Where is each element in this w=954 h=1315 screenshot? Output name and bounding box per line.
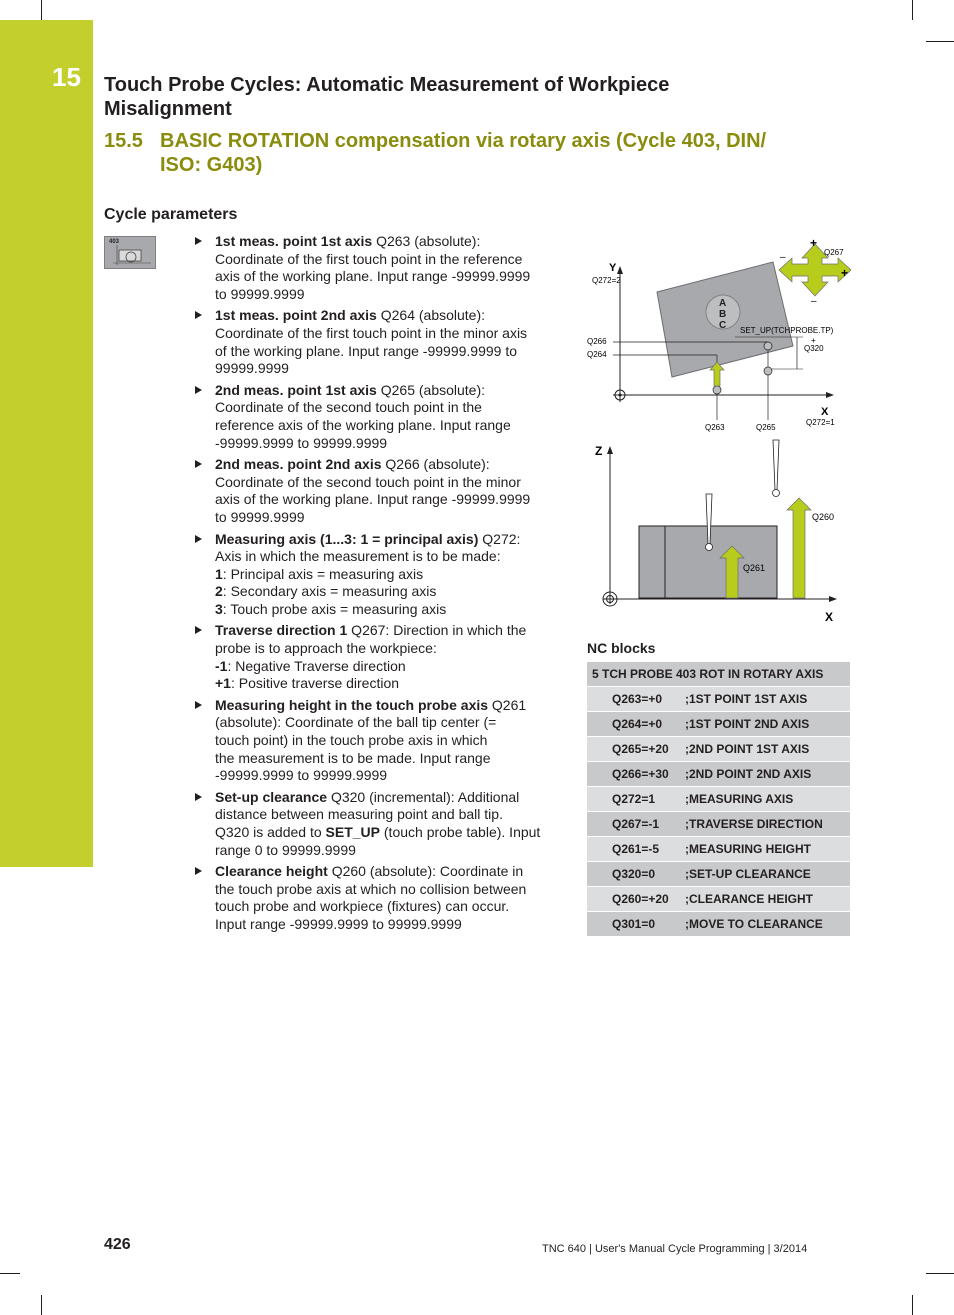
label-q263: Q263 [705, 423, 725, 432]
touch-point-1 [713, 386, 721, 394]
param-name: Set-up clearance [215, 788, 328, 805]
nc-comment: ;MOVE TO CLEARANCE [685, 912, 850, 937]
label-a: A [719, 298, 727, 309]
label-q260: Q260 [812, 512, 835, 522]
section-title-line1: BASIC ROTATION compensation via rotary axis (Cycle 403, DIN/ [160, 130, 767, 152]
table-row [587, 887, 850, 912]
probe-diagram [575, 232, 860, 632]
label-q272-1: Q272=1 [806, 418, 835, 427]
label-q267: Q267 [824, 248, 844, 257]
param-text: Q320 is added to [215, 824, 326, 840]
param-text: Q266 (absolute): [381, 456, 490, 473]
param-text: 99999.9999 [215, 360, 289, 377]
table-row [587, 737, 850, 762]
param-name: 2nd meas. point 2nd axis [215, 456, 382, 473]
param-text: touch probe and workpiece (fixtures) can occur. [215, 898, 510, 915]
option-text: : Principal axis = measuring axis [222, 565, 424, 582]
param-name: Measuring height in the touch probe axis [215, 696, 489, 713]
q260-height-arrow-icon [787, 498, 811, 598]
option-key: +1 [215, 675, 231, 692]
setup-keyword: SET_UP [325, 824, 380, 840]
param-text: (touch probe table). Input [380, 824, 541, 840]
param-text: touch point) in the touch probe axis in which [215, 732, 488, 749]
nc-param: Q272=1 [587, 787, 685, 812]
param-text: to 99999.9999 [215, 285, 305, 302]
chapter-title [104, 73, 669, 121]
param-option [215, 566, 554, 584]
bullet-arrow-icon [195, 237, 202, 245]
label-b: B [719, 309, 727, 320]
label-q261: Q261 [743, 563, 766, 573]
param-text: Axis in which the measurement is to be made: [215, 548, 501, 565]
param-option [215, 675, 554, 693]
param-text: -99999.9999 to 99999.9999 [215, 434, 388, 451]
nc-comment: ;1ST POINT 2ND AXIS [685, 712, 850, 737]
param-text: Q264 (absolute): [376, 307, 486, 324]
param-text: -99999.9999 to 99999.9999 [215, 767, 388, 784]
label-z: Z [595, 444, 603, 458]
option-key: 3 [215, 600, 223, 617]
param-text: Coordinate of the second touch point in the minor [215, 473, 521, 490]
param-text: Coordinate of the second touch point in the [215, 399, 482, 416]
table-row [587, 762, 850, 787]
table-row [587, 787, 850, 812]
nc-param: Q301=0 [587, 912, 685, 937]
param-text: (absolute): Coordinate of the ball tip center (= [215, 714, 497, 731]
table-row [587, 687, 850, 712]
param-q320 [194, 789, 554, 859]
option-text: : Positive traverse direction [230, 675, 400, 692]
param-q260 [194, 863, 554, 933]
option-key: 2 [215, 583, 223, 600]
parameter-list [194, 233, 554, 938]
table-row [587, 837, 850, 862]
section-number: 15.5 [104, 130, 143, 152]
bullet-arrow-icon [195, 793, 202, 801]
nc-param: Q261=-5 [587, 837, 685, 862]
param-q267 [194, 622, 554, 692]
nc-comment: ;2ND POINT 1ST AXIS [685, 737, 850, 762]
option-text: : Negative Traverse direction [227, 657, 406, 674]
label-q272-2: Q272=2 [592, 276, 621, 285]
param-text: Q265 (absolute): [376, 381, 486, 398]
label-plus-top: + [810, 236, 818, 250]
crop-mark [41, 1295, 42, 1315]
param-name: 2nd meas. point 1st axis [215, 381, 377, 398]
param-text: Q320 (incremental): Additional [327, 788, 520, 805]
table-row [587, 812, 850, 837]
bullet-arrow-icon [195, 386, 202, 394]
crop-mark [912, 1295, 913, 1315]
table-header-row [587, 662, 850, 687]
param-q266 [194, 456, 554, 526]
nc-header: 5 TCH PROBE 403 ROT IN ROTARY AXIS [587, 662, 850, 687]
crop-mark [0, 1273, 20, 1274]
param-q261 [194, 697, 554, 785]
option-text: : Secondary axis = measuring axis [222, 583, 437, 600]
param-text: Coordinate of the first touch point in the minor axis [215, 324, 528, 341]
origin-dot [619, 394, 622, 397]
table-row [587, 912, 850, 937]
label-setup-plus: + [811, 336, 816, 345]
param-text: to 99999.9999 [215, 508, 305, 525]
probe-stylus-high [773, 440, 779, 490]
section-title-line2: ISO: G403) [160, 154, 263, 176]
bullet-arrow-icon [195, 626, 202, 634]
label-q320: Q320 [804, 344, 824, 353]
label-minus-left: – [780, 252, 786, 263]
param-text: Q260 (absolute): Coordinate in [327, 863, 524, 880]
label-plus-right: + [841, 266, 849, 280]
label-minus-bottom: – [811, 296, 817, 307]
param-name: Clearance height [215, 863, 328, 880]
param-text: range 0 to 99999.9999 [215, 841, 356, 858]
x-axis-side-arrow-icon [829, 596, 837, 602]
param-option [215, 601, 554, 619]
param-text: the measurement is to be made. Input range [215, 749, 491, 766]
x-axis-arrow-icon [826, 392, 834, 398]
param-text: axis of the working plane. Input range -99999.9999 [215, 268, 531, 285]
nc-param: Q267=-1 [587, 812, 685, 837]
chapter-number: 15 [52, 62, 81, 92]
table-row [587, 862, 850, 887]
chapter-title-line1: Touch Probe Cycles: Automatic Measurement of Workpiece [104, 74, 670, 96]
param-text: of the working plane. Input range -99999.9999 to [215, 342, 517, 359]
nc-param: Q260=+20 [587, 887, 685, 912]
cycle-icon-label: 403 [109, 239, 120, 245]
chapter-sidebar [0, 20, 93, 867]
param-text [215, 824, 554, 842]
option-key: -1 [215, 657, 228, 674]
label-q264: Q264 [587, 350, 607, 359]
section-title [104, 129, 766, 177]
param-text: Q272: [478, 530, 521, 547]
param-text: reference axis of the working plane. Input range [215, 416, 511, 433]
param-option [215, 658, 554, 676]
nc-param: Q320=0 [587, 862, 685, 887]
param-option [215, 583, 554, 601]
probe-ball-low [706, 544, 713, 551]
label-q265: Q265 [756, 423, 776, 432]
bullet-arrow-icon [195, 535, 202, 543]
crop-mark [41, 0, 42, 20]
nc-comment: ;TRAVERSE DIRECTION [685, 812, 850, 837]
param-text: Q261 [488, 696, 527, 713]
nc-comment: ;MEASURING HEIGHT [685, 837, 850, 862]
bullet-arrow-icon [195, 867, 202, 875]
z-axis-arrow-icon [607, 446, 613, 454]
table-row [587, 712, 850, 737]
y-axis-arrow-icon [617, 266, 623, 274]
param-name: 1st meas. point 1st axis [215, 233, 373, 249]
param-text: probe is to approach the workpiece: [215, 640, 437, 657]
chapter-title-line2: Misalignment [104, 98, 232, 120]
param-text: Q263 (absolute): [372, 233, 481, 249]
nc-param: Q266=+30 [587, 762, 685, 787]
param-name: Traverse direction 1 [215, 622, 348, 639]
crop-mark [912, 0, 913, 20]
label-q266: Q266 [587, 337, 607, 346]
param-name: 1st meas. point 2nd axis [215, 307, 377, 324]
probe-ball-high [773, 490, 780, 497]
param-text: Coordinate of the first touch point in the reference [215, 250, 523, 267]
nc-comment: ;MEASURING AXIS [685, 787, 850, 812]
touch-point-3 [764, 367, 772, 375]
page-footer: TNC 640 | User's Manual Cycle Programming | 3/2014 [542, 1243, 808, 1255]
param-text: the touch probe axis at which no collision between [215, 880, 527, 897]
nc-comment: ;1ST POINT 1ST AXIS [685, 687, 850, 712]
nc-comment: ;SET-UP CLEARANCE [685, 862, 850, 887]
page-number: 426 [104, 1236, 131, 1253]
label-x-side: X [825, 610, 834, 624]
bullet-arrow-icon [195, 701, 202, 709]
option-text: : Touch probe axis = measuring axis [222, 600, 447, 617]
crop-mark [926, 1273, 954, 1274]
touch-point-2 [764, 342, 772, 350]
param-text: Input range -99999.9999 to 99999.9999 [215, 915, 462, 932]
nc-comment: ;2ND POINT 2ND AXIS [685, 762, 850, 787]
bullet-arrow-icon [195, 460, 202, 468]
param-text: Q267: Direction in which the [347, 622, 527, 639]
param-text: axis of the working plane. Input range -99999.9999 [215, 491, 531, 508]
nc-blocks-table [587, 662, 850, 937]
param-q272 [194, 531, 554, 619]
label-c: C [719, 320, 727, 331]
nc-param: Q263=+0 [587, 687, 685, 712]
nc-param: Q265=+20 [587, 737, 685, 762]
param-q263 [194, 233, 554, 303]
param-q265 [194, 382, 554, 452]
label-y: Y [609, 262, 617, 274]
param-q264 [194, 307, 554, 377]
nc-blocks-title: NC blocks [587, 640, 656, 656]
param-name: Measuring axis (1...3: 1 = principal axis) [215, 530, 479, 547]
cycle-403-icon [104, 236, 156, 269]
option-key: 1 [215, 565, 223, 582]
nc-param: Q264=+0 [587, 712, 685, 737]
label-setup: SET_UP(TCHPROBE.TP) [740, 326, 834, 335]
param-text: distance between measuring point and ball tip. [215, 806, 503, 823]
crop-mark [926, 41, 954, 42]
subsection-title: Cycle parameters [104, 206, 238, 223]
label-x: X [821, 406, 829, 418]
nc-comment: ;CLEARANCE HEIGHT [685, 887, 850, 912]
bullet-arrow-icon [195, 311, 202, 319]
